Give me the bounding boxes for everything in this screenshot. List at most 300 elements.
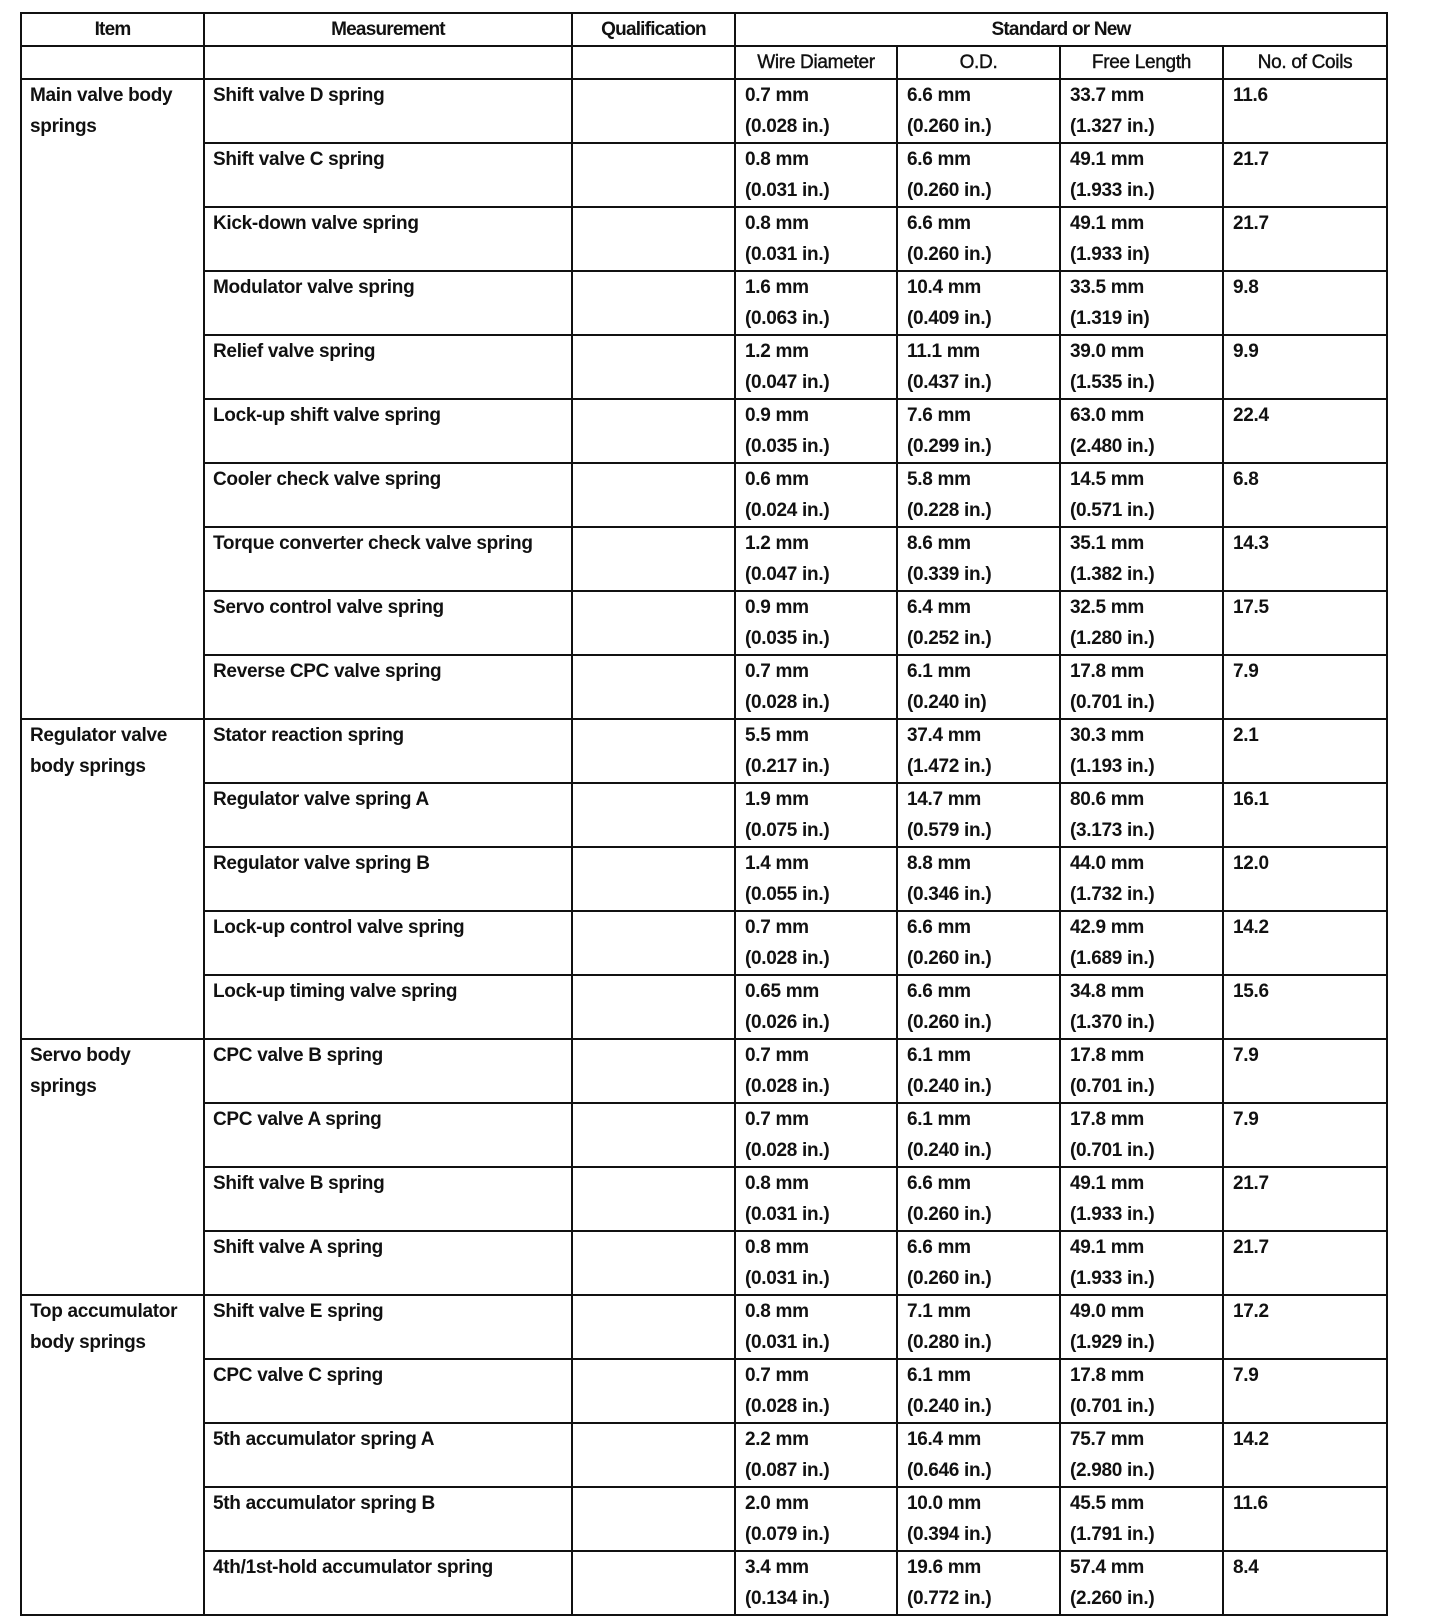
qualification-cell: [572, 783, 735, 847]
free-mm-value: 49.1 mm: [1070, 213, 1144, 234]
measurement-cell: 4th/1st-hold accumulator spring: [204, 1551, 572, 1615]
wire-mm-value: 3.4 mm: [745, 1557, 809, 1578]
free-mm-value: 75.7 mm: [1070, 1429, 1144, 1450]
coils-cell: 8.4: [1223, 1551, 1387, 1615]
coils-cell: 7.9: [1223, 1039, 1387, 1103]
wire-mm-value: 1.6 mm: [745, 277, 809, 298]
od-inch-value: (0.240 in.): [907, 1076, 992, 1097]
table-row: [21, 207, 1387, 271]
od-inch-value: (0.240 in.): [907, 1140, 992, 1161]
wire-inch-value: (0.028 in.): [745, 1396, 830, 1417]
wire-cell: [735, 911, 897, 975]
wire-cell: [735, 1487, 897, 1551]
wire-mm-value: 2.0 mm: [745, 1493, 809, 1514]
free-inch-value: (1.319 in): [1070, 308, 1150, 329]
free-inch-value: (2.480 in.): [1070, 436, 1155, 457]
wire-mm-value: 0.7 mm: [745, 1109, 809, 1130]
od-inch-value: (0.409 in.): [907, 308, 992, 329]
wire-inch-value: (0.031 in.): [745, 1332, 830, 1353]
measurement-cell: Regulator valve spring B: [204, 847, 572, 911]
od-inch-value: (0.299 in.): [907, 436, 992, 457]
od-cell: [897, 335, 1060, 399]
header-item: Item: [21, 13, 204, 46]
qualification-cell: [572, 79, 735, 143]
table-row: [21, 1487, 1387, 1551]
free-cell: [1060, 783, 1223, 847]
free-inch-value: (0.701 in.): [1070, 692, 1155, 713]
free-cell: [1060, 527, 1223, 591]
table-row: [21, 335, 1387, 399]
measurement-cell: Shift valve A spring: [204, 1231, 572, 1295]
measurement-cell: Reverse CPC valve spring: [204, 655, 572, 719]
measurement-cell: Regulator valve spring A: [204, 783, 572, 847]
od-mm-value: 6.6 mm: [907, 917, 971, 938]
free-mm-value: 17.8 mm: [1070, 661, 1144, 682]
wire-cell: [735, 527, 897, 591]
header-blank: [572, 46, 735, 79]
od-cell: [897, 207, 1060, 271]
measurement-cell: 5th accumulator spring B: [204, 1487, 572, 1551]
wire-cell: [735, 655, 897, 719]
od-mm-value: 6.4 mm: [907, 597, 971, 618]
group-item-cell: Regulator valve body springs: [21, 719, 204, 1039]
free-cell: [1060, 1167, 1223, 1231]
od-inch-value: (0.260 in.): [907, 1204, 992, 1225]
od-mm-value: 11.1 mm: [907, 341, 980, 362]
wire-inch-value: (0.035 in.): [745, 628, 830, 649]
od-cell: [897, 399, 1060, 463]
coils-cell: 21.7: [1223, 1231, 1387, 1295]
measurement-cell: Lock-up shift valve spring: [204, 399, 572, 463]
free-cell: [1060, 1231, 1223, 1295]
wire-cell: [735, 271, 897, 335]
od-cell: [897, 1167, 1060, 1231]
od-cell: [897, 79, 1060, 143]
wire-inch-value: (0.028 in.): [745, 948, 830, 969]
od-inch-value: (0.280 in.): [907, 1332, 992, 1353]
free-inch-value: (1.929 in.): [1070, 1332, 1155, 1353]
coils-cell: 21.7: [1223, 1167, 1387, 1231]
od-mm-value: 6.1 mm: [907, 1045, 971, 1066]
od-inch-value: (0.240 in.): [907, 1396, 992, 1417]
qualification-cell: [572, 1295, 735, 1359]
qualification-cell: [572, 719, 735, 783]
coils-cell: 17.5: [1223, 591, 1387, 655]
wire-cell: [735, 79, 897, 143]
wire-inch-value: (0.031 in.): [745, 244, 830, 265]
qualification-cell: [572, 143, 735, 207]
od-inch-value: (0.260 in.): [907, 180, 992, 201]
coils-cell: 17.2: [1223, 1295, 1387, 1359]
measurement-cell: CPC valve B spring: [204, 1039, 572, 1103]
qualification-cell: [572, 847, 735, 911]
free-mm-value: 14.5 mm: [1070, 469, 1144, 490]
wire-inch-value: (0.031 in.): [745, 180, 830, 201]
measurement-cell: Shift valve B spring: [204, 1167, 572, 1231]
free-mm-value: 49.0 mm: [1070, 1301, 1144, 1322]
od-mm-value: 8.6 mm: [907, 533, 971, 554]
wire-inch-value: (0.063 in.): [745, 308, 830, 329]
od-inch-value: (0.437 in.): [907, 372, 992, 393]
table-row: [21, 79, 1387, 143]
coils-cell: 14.2: [1223, 1423, 1387, 1487]
wire-cell: [735, 847, 897, 911]
od-mm-value: 6.1 mm: [907, 661, 971, 682]
od-mm-value: 37.4 mm: [907, 725, 981, 746]
qualification-cell: [572, 207, 735, 271]
table-row: [21, 527, 1387, 591]
table-row: [21, 1423, 1387, 1487]
wire-inch-value: (0.047 in.): [745, 372, 830, 393]
free-cell: [1060, 1359, 1223, 1423]
wire-inch-value: (0.028 in.): [745, 116, 830, 137]
coils-cell: 7.9: [1223, 655, 1387, 719]
wire-mm-value: 0.8 mm: [745, 149, 809, 170]
table-row: [21, 591, 1387, 655]
header-blank: [21, 46, 204, 79]
coils-cell: 21.7: [1223, 207, 1387, 271]
od-inch-value: (0.646 in.): [907, 1460, 992, 1481]
table-row: [21, 719, 1387, 783]
od-cell: [897, 911, 1060, 975]
coils-cell: 2.1: [1223, 719, 1387, 783]
free-cell: [1060, 1551, 1223, 1615]
od-mm-value: 6.6 mm: [907, 85, 971, 106]
free-inch-value: (0.701 in.): [1070, 1140, 1155, 1161]
coils-cell: 9.9: [1223, 335, 1387, 399]
od-mm-value: 6.1 mm: [907, 1365, 971, 1386]
coils-cell: 21.7: [1223, 143, 1387, 207]
wire-mm-value: 1.9 mm: [745, 789, 809, 810]
table-row: [21, 1231, 1387, 1295]
measurement-cell: CPC valve C spring: [204, 1359, 572, 1423]
table-row: [21, 1551, 1387, 1615]
free-inch-value: (1.370 in.): [1070, 1012, 1155, 1033]
free-cell: [1060, 911, 1223, 975]
qualification-cell: [572, 1359, 735, 1423]
wire-mm-value: 1.2 mm: [745, 341, 809, 362]
wire-mm-value: 0.7 mm: [745, 85, 809, 106]
od-cell: [897, 1039, 1060, 1103]
od-cell: [897, 975, 1060, 1039]
free-inch-value: (2.260 in.): [1070, 1588, 1155, 1609]
qualification-cell: [572, 335, 735, 399]
coils-cell: 9.8: [1223, 271, 1387, 335]
free-inch-value: (1.689 in.): [1070, 948, 1155, 969]
wire-mm-value: 0.9 mm: [745, 405, 809, 426]
coils-cell: 22.4: [1223, 399, 1387, 463]
free-inch-value: (1.327 in.): [1070, 116, 1155, 137]
wire-cell: [735, 1423, 897, 1487]
measurement-cell: Shift valve D spring: [204, 79, 572, 143]
wire-cell: [735, 1103, 897, 1167]
wire-mm-value: 0.7 mm: [745, 917, 809, 938]
od-inch-value: (0.346 in.): [907, 884, 992, 905]
wire-mm-value: 0.7 mm: [745, 661, 809, 682]
free-cell: [1060, 399, 1223, 463]
free-cell: [1060, 79, 1223, 143]
table-row: [21, 975, 1387, 1039]
qualification-cell: [572, 463, 735, 527]
qualification-cell: [572, 975, 735, 1039]
od-inch-value: (0.339 in.): [907, 564, 992, 585]
qualification-cell: [572, 591, 735, 655]
header-standard-or-new: Standard or New: [735, 13, 1387, 46]
free-cell: [1060, 655, 1223, 719]
table-row: [21, 1295, 1387, 1359]
wire-cell: [735, 1295, 897, 1359]
wire-mm-value: 0.9 mm: [745, 597, 809, 618]
free-mm-value: 34.8 mm: [1070, 981, 1144, 1002]
od-mm-value: 10.0 mm: [907, 1493, 981, 1514]
od-inch-value: (0.394 in.): [907, 1524, 992, 1545]
table-row: [21, 847, 1387, 911]
measurement-cell: Servo control valve spring: [204, 591, 572, 655]
free-inch-value: (1.535 in.): [1070, 372, 1155, 393]
free-mm-value: 30.3 mm: [1070, 725, 1144, 746]
free-cell: [1060, 847, 1223, 911]
wire-mm-value: 5.5 mm: [745, 725, 809, 746]
measurement-cell: Cooler check valve spring: [204, 463, 572, 527]
table-row: [21, 783, 1387, 847]
od-mm-value: 7.6 mm: [907, 405, 971, 426]
wire-inch-value: (0.079 in.): [745, 1524, 830, 1545]
wire-inch-value: (0.028 in.): [745, 692, 830, 713]
od-inch-value: (1.472 in.): [907, 756, 992, 777]
od-mm-value: 6.6 mm: [907, 149, 971, 170]
wire-mm-value: 0.8 mm: [745, 213, 809, 234]
qualification-cell: [572, 1103, 735, 1167]
od-inch-value: (0.260 in.): [907, 1268, 992, 1289]
qualification-cell: [572, 1551, 735, 1615]
table-row: [21, 911, 1387, 975]
qualification-cell: [572, 1039, 735, 1103]
coils-cell: 15.6: [1223, 975, 1387, 1039]
od-mm-value: 19.6 mm: [907, 1557, 981, 1578]
table-row: [21, 463, 1387, 527]
free-inch-value: (1.382 in.): [1070, 564, 1155, 585]
wire-cell: [735, 591, 897, 655]
free-mm-value: 49.1 mm: [1070, 1237, 1144, 1258]
free-mm-value: 42.9 mm: [1070, 917, 1144, 938]
od-mm-value: 7.1 mm: [907, 1301, 971, 1322]
od-inch-value: (0.260 in.): [907, 1012, 992, 1033]
od-mm-value: 6.6 mm: [907, 1173, 971, 1194]
wire-inch-value: (0.134 in.): [745, 1588, 830, 1609]
od-cell: [897, 1487, 1060, 1551]
od-cell: [897, 463, 1060, 527]
free-inch-value: (1.280 in.): [1070, 628, 1155, 649]
free-inch-value: (1.933 in.): [1070, 1268, 1155, 1289]
qualification-cell: [572, 527, 735, 591]
wire-cell: [735, 1231, 897, 1295]
measurement-cell: 5th accumulator spring A: [204, 1423, 572, 1487]
od-cell: [897, 1551, 1060, 1615]
free-cell: [1060, 1039, 1223, 1103]
od-cell: [897, 847, 1060, 911]
group-item-cell: Top accumulator body springs: [21, 1295, 204, 1615]
free-mm-value: 80.6 mm: [1070, 789, 1144, 810]
table-row: [21, 655, 1387, 719]
coils-cell: 14.2: [1223, 911, 1387, 975]
qualification-cell: [572, 271, 735, 335]
wire-mm-value: 1.4 mm: [745, 853, 809, 874]
free-mm-value: 63.0 mm: [1070, 405, 1144, 426]
free-inch-value: (1.193 in.): [1070, 756, 1155, 777]
free-cell: [1060, 719, 1223, 783]
free-mm-value: 17.8 mm: [1070, 1045, 1144, 1066]
od-inch-value: (0.228 in.): [907, 500, 992, 521]
wire-inch-value: (0.024 in.): [745, 500, 830, 521]
measurement-cell: Shift valve E spring: [204, 1295, 572, 1359]
od-cell: [897, 1295, 1060, 1359]
wire-inch-value: (0.028 in.): [745, 1076, 830, 1097]
wire-inch-value: (0.217 in.): [745, 756, 830, 777]
qualification-cell: [572, 1423, 735, 1487]
wire-inch-value: (0.047 in.): [745, 564, 830, 585]
coils-cell: 7.9: [1223, 1359, 1387, 1423]
qualification-cell: [572, 911, 735, 975]
od-cell: [897, 719, 1060, 783]
free-cell: [1060, 207, 1223, 271]
od-cell: [897, 271, 1060, 335]
wire-cell: [735, 975, 897, 1039]
free-cell: [1060, 143, 1223, 207]
table-row: [21, 399, 1387, 463]
header-no-of-coils: No. of Coils: [1223, 46, 1387, 79]
od-cell: [897, 655, 1060, 719]
free-cell: [1060, 1295, 1223, 1359]
od-inch-value: (0.772 in.): [907, 1588, 992, 1609]
measurement-cell: Kick-down valve spring: [204, 207, 572, 271]
od-mm-value: 16.4 mm: [907, 1429, 981, 1450]
od-cell: [897, 1103, 1060, 1167]
wire-mm-value: 0.8 mm: [745, 1173, 809, 1194]
free-inch-value: (1.933 in.): [1070, 180, 1155, 201]
free-mm-value: 33.7 mm: [1070, 85, 1144, 106]
free-mm-value: 17.8 mm: [1070, 1109, 1144, 1130]
od-cell: [897, 143, 1060, 207]
wire-mm-value: 0.65 mm: [745, 981, 819, 1002]
od-mm-value: 5.8 mm: [907, 469, 971, 490]
header-blank: [204, 46, 572, 79]
od-inch-value: (0.252 in.): [907, 628, 992, 649]
free-inch-value: (0.701 in.): [1070, 1396, 1155, 1417]
od-cell: [897, 1231, 1060, 1295]
od-cell: [897, 527, 1060, 591]
free-mm-value: 49.1 mm: [1070, 1173, 1144, 1194]
wire-mm-value: 0.8 mm: [745, 1237, 809, 1258]
free-cell: [1060, 1423, 1223, 1487]
measurement-cell: Lock-up timing valve spring: [204, 975, 572, 1039]
table-row: [21, 1167, 1387, 1231]
wire-inch-value: (0.026 in.): [745, 1012, 830, 1033]
free-mm-value: 32.5 mm: [1070, 597, 1144, 618]
header-wire-diameter: Wire Diameter: [735, 46, 897, 79]
free-inch-value: (0.701 in.): [1070, 1076, 1155, 1097]
measurement-cell: Torque converter check valve spring: [204, 527, 572, 591]
wire-cell: [735, 207, 897, 271]
od-inch-value: (0.579 in.): [907, 820, 992, 841]
wire-cell: [735, 1551, 897, 1615]
header-free-length: Free Length: [1060, 46, 1223, 79]
od-mm-value: 14.7 mm: [907, 789, 981, 810]
wire-mm-value: 2.2 mm: [745, 1429, 809, 1450]
od-mm-value: 6.1 mm: [907, 1109, 971, 1130]
od-cell: [897, 1423, 1060, 1487]
table-row: [21, 1039, 1387, 1103]
spring-spec-table: [20, 12, 1388, 1616]
free-mm-value: 44.0 mm: [1070, 853, 1144, 874]
coils-cell: 7.9: [1223, 1103, 1387, 1167]
wire-mm-value: 0.8 mm: [745, 1301, 809, 1322]
od-mm-value: 6.6 mm: [907, 1237, 971, 1258]
measurement-cell: CPC valve A spring: [204, 1103, 572, 1167]
od-mm-value: 10.4 mm: [907, 277, 981, 298]
table-row: [21, 1359, 1387, 1423]
group-item-cell: Main valve body springs: [21, 79, 204, 719]
measurement-cell: Lock-up control valve spring: [204, 911, 572, 975]
wire-cell: [735, 399, 897, 463]
free-cell: [1060, 335, 1223, 399]
free-cell: [1060, 975, 1223, 1039]
table-row: [21, 271, 1387, 335]
od-cell: [897, 1359, 1060, 1423]
free-cell: [1060, 1103, 1223, 1167]
free-cell: [1060, 1487, 1223, 1551]
free-cell: [1060, 271, 1223, 335]
od-mm-value: 8.8 mm: [907, 853, 971, 874]
wire-cell: [735, 1039, 897, 1103]
free-mm-value: 17.8 mm: [1070, 1365, 1144, 1386]
free-mm-value: 49.1 mm: [1070, 149, 1144, 170]
header-qualification: Qualification: [572, 13, 735, 46]
wire-inch-value: (0.055 in.): [745, 884, 830, 905]
wire-cell: [735, 143, 897, 207]
wire-inch-value: (0.075 in.): [745, 820, 830, 841]
wire-inch-value: (0.031 in.): [745, 1204, 830, 1225]
wire-cell: [735, 463, 897, 527]
od-cell: [897, 783, 1060, 847]
od-cell: [897, 591, 1060, 655]
free-inch-value: (1.791 in.): [1070, 1524, 1155, 1545]
qualification-cell: [572, 1231, 735, 1295]
wire-cell: [735, 335, 897, 399]
free-inch-value: (2.980 in.): [1070, 1460, 1155, 1481]
wire-cell: [735, 1359, 897, 1423]
wire-inch-value: (0.031 in.): [745, 1268, 830, 1289]
coils-cell: 12.0: [1223, 847, 1387, 911]
coils-cell: 16.1: [1223, 783, 1387, 847]
wire-inch-value: (0.028 in.): [745, 1140, 830, 1161]
free-inch-value: (3.173 in.): [1070, 820, 1155, 841]
header-od: O.D.: [897, 46, 1060, 79]
wire-cell: [735, 1167, 897, 1231]
coils-cell: 11.6: [1223, 1487, 1387, 1551]
free-mm-value: 33.5 mm: [1070, 277, 1144, 298]
wire-cell: [735, 783, 897, 847]
wire-mm-value: 0.6 mm: [745, 469, 809, 490]
free-inch-value: (0.571 in.): [1070, 500, 1155, 521]
measurement-cell: Relief valve spring: [204, 335, 572, 399]
od-mm-value: 6.6 mm: [907, 213, 971, 234]
free-cell: [1060, 591, 1223, 655]
free-mm-value: 45.5 mm: [1070, 1493, 1144, 1514]
wire-inch-value: (0.087 in.): [745, 1460, 830, 1481]
od-inch-value: (0.260 in.): [907, 116, 992, 137]
header-measurement: Measurement: [204, 13, 572, 46]
wire-mm-value: 1.2 mm: [745, 533, 809, 554]
